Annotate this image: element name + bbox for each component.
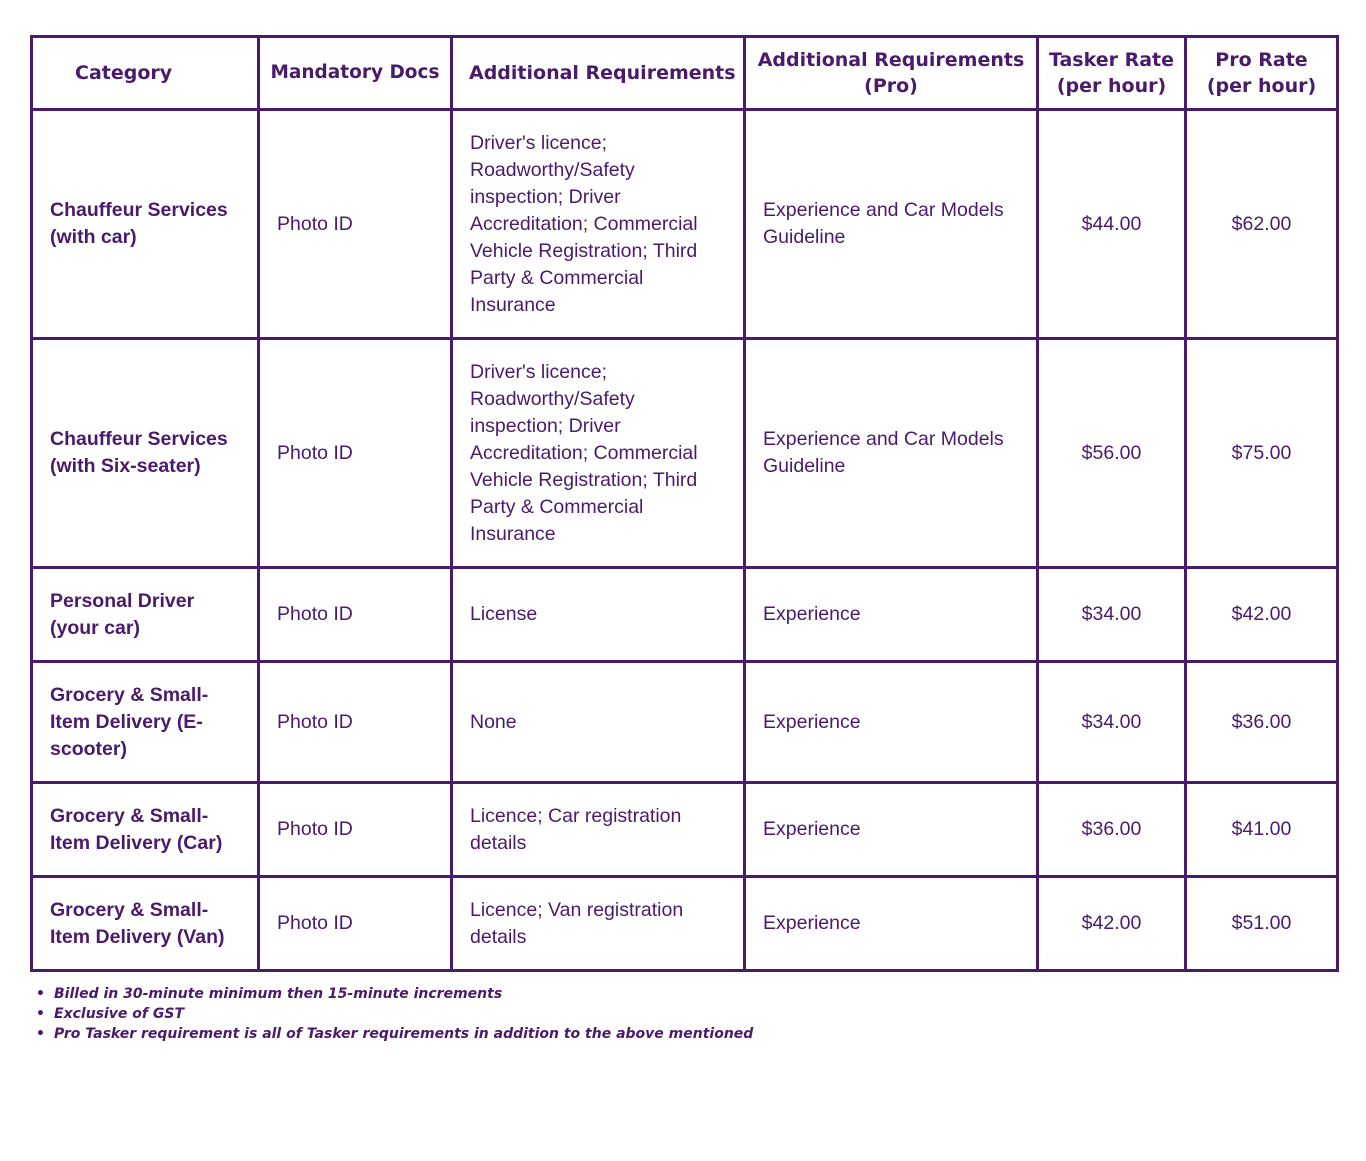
additional-requirements-pro-cell: Experience — [745, 568, 1038, 662]
tasker-rate-cell: $36.00 — [1038, 783, 1186, 877]
notes-list — [36, 984, 753, 1044]
tasker-rate-cell: $44.00 — [1038, 110, 1186, 339]
additional-requirements-cell: Driver's licence; Roadworthy/Safety inspection; Driver Accreditation; Commercial Vehicle Registration; Third Party & Commercial Insurance — [452, 110, 745, 339]
header-tasker-rate-line1: Tasker Rate — [1048, 49, 1175, 71]
note-item — [36, 1024, 753, 1044]
category-cell: Grocery & Small-Item Delivery (E-scooter) — [32, 662, 259, 783]
note-text: Billed in 30-minute minimum then 15-minute increments — [54, 986, 503, 1002]
category-cell: Chauffeur Services (with car) — [32, 110, 259, 339]
pro-rate-cell: $51.00 — [1186, 877, 1338, 971]
table-row — [32, 110, 1338, 339]
bullet-icon: • — [36, 986, 45, 1002]
category-cell: Grocery & Small-Item Delivery (Van) — [32, 877, 259, 971]
table-row — [32, 783, 1338, 877]
header-additional-requirements-pro-line1: Additional Requirements — [757, 49, 1025, 71]
note-item — [36, 1004, 753, 1024]
header-mandatory-docs: Mandatory Docs — [259, 37, 452, 110]
bullet-icon: • — [36, 1006, 45, 1022]
additional-requirements-pro-cell: Experience — [745, 662, 1038, 783]
bullet-icon: • — [36, 1026, 45, 1042]
pro-rate-cell: $41.00 — [1186, 783, 1338, 877]
header-pro-rate — [1186, 37, 1338, 110]
tasker-rate-cell: $34.00 — [1038, 662, 1186, 783]
additional-requirements-pro-cell: Experience and Car Models Guideline — [745, 339, 1038, 568]
additional-requirements-pro-cell: Experience — [745, 783, 1038, 877]
header-additional-requirements-pro-line2: (Pro) — [864, 75, 918, 97]
pro-rate-cell: $62.00 — [1186, 110, 1338, 339]
table-row — [32, 662, 1338, 783]
table-row — [32, 339, 1338, 568]
additional-requirements-pro-cell: Experience — [745, 877, 1038, 971]
mandatory-docs-cell: Photo ID — [259, 568, 452, 662]
table-row — [32, 877, 1338, 971]
mandatory-docs-cell: Photo ID — [259, 662, 452, 783]
rates-table — [30, 35, 1339, 972]
tasker-rate-cell: $34.00 — [1038, 568, 1186, 662]
table-row — [32, 568, 1338, 662]
header-tasker-rate — [1038, 37, 1186, 110]
additional-requirements-cell: Licence; Car registration details — [452, 783, 745, 877]
header-category: Category — [32, 37, 259, 110]
note-text: Pro Tasker requirement is all of Tasker requirements in addition to the above mentioned — [54, 1026, 754, 1042]
pro-rate-cell: $36.00 — [1186, 662, 1338, 783]
mandatory-docs-cell: Photo ID — [259, 877, 452, 971]
category-cell: Personal Driver (your car) — [32, 568, 259, 662]
additional-requirements-cell: License — [452, 568, 745, 662]
category-cell: Grocery & Small-Item Delivery (Car) — [32, 783, 259, 877]
header-tasker-rate-line2: (per hour) — [1056, 75, 1167, 97]
category-cell: Chauffeur Services (with Six-seater) — [32, 339, 259, 568]
note-text: Exclusive of GST — [54, 1006, 184, 1022]
header-additional-requirements: Additional Requirements — [452, 37, 745, 110]
mandatory-docs-cell: Photo ID — [259, 110, 452, 339]
tasker-rate-cell: $42.00 — [1038, 877, 1186, 971]
header-pro-rate-line2: (per hour) — [1206, 75, 1317, 97]
table-header-row — [32, 37, 1338, 110]
pro-rate-cell: $42.00 — [1186, 568, 1338, 662]
mandatory-docs-cell: Photo ID — [259, 783, 452, 877]
pro-rate-cell: $75.00 — [1186, 339, 1338, 568]
additional-requirements-cell: None — [452, 662, 745, 783]
mandatory-docs-cell: Photo ID — [259, 339, 452, 568]
header-additional-requirements-pro — [745, 37, 1038, 110]
additional-requirements-cell: Licence; Van registration details — [452, 877, 745, 971]
additional-requirements-pro-cell: Experience and Car Models Guideline — [745, 110, 1038, 339]
header-pro-rate-line1: Pro Rate — [1215, 49, 1308, 71]
additional-requirements-cell: Driver's licence; Roadworthy/Safety inspection; Driver Accreditation; Commercial Vehicle Registration; Third Party & Commercial Insurance — [452, 339, 745, 568]
note-item — [36, 984, 753, 1004]
tasker-rate-cell: $56.00 — [1038, 339, 1186, 568]
